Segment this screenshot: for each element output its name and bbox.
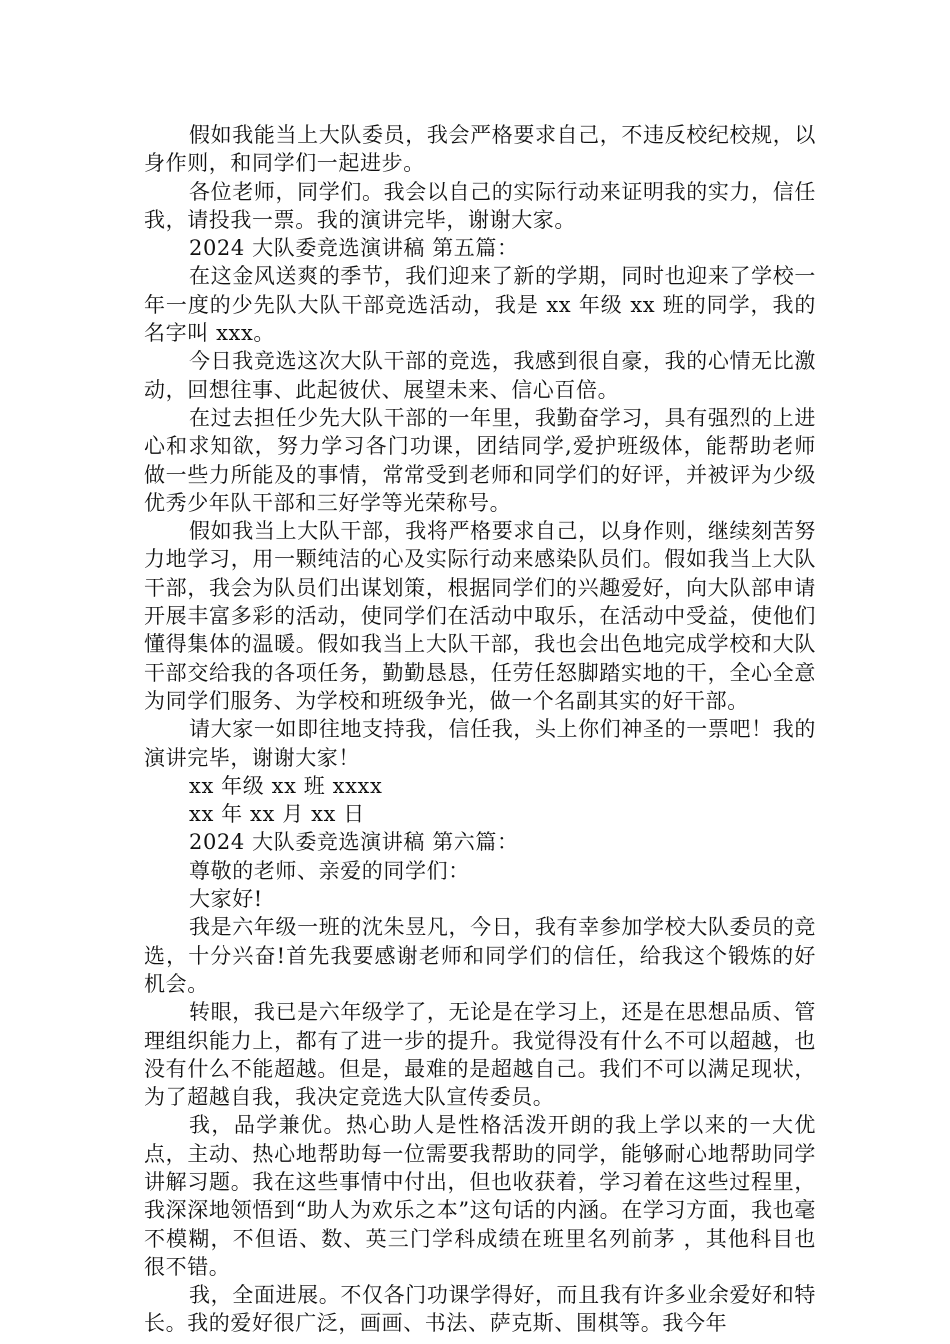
signature-date: xx 年 xx 月 xx 日 xyxy=(189,802,365,827)
paragraph: 转眼，我已是六年级学了，无论是在学习上，还是在思想品质、管理组织能力上，都有了进一步的提升。我觉得没有什么不可以超越，也没有什么不能超越。但是，最难的是超越自己。我们不可以满足现状，为了超越自我，我决定竞选大队宣传委员。 xyxy=(144,1000,816,1110)
paragraph: 假如我能当上大队委员，我会严格要求自己，不违反校纪校规，以身作则，和同学们一起进步。 xyxy=(144,123,816,176)
paragraph: 今日我竞选这次大队干部的竞选，我感到很自豪，我的心情无比激动，回想往事、此起彼伏、展望未来、信心百倍。 xyxy=(144,349,816,402)
paragraph: 在过去担任少先大队干部的一年里，我勤奋学习，具有强烈的上进心和求知欲，努力学习各门功课，团结同学,爱护班级体，能帮助老师做一些力所能及的事情，常常受到老师和同学们的好评，并被评为少级优秀少年队干部和三好学等光荣称号。 xyxy=(144,405,816,515)
paragraph: 我，品学兼优。热心助人是性格活泼开朗的我上学以来的一大优点，主动、热心地帮助每一位需要我帮助的同学，能够耐心地帮助同学讲解习题。我在这些事情中付出，但也收获着，学习着在这些过程里，我深深地领悟到“助人为欢乐之本”这句话的内涵。在学习方面，我也毫不模糊，不但语、数、英三门学科成绩在班里名列前茅 ，其他科目也很不错。 xyxy=(144,1113,816,1279)
section-heading: 2024 大队委竞选演讲稿 第六篇： xyxy=(189,830,519,855)
paragraph: 各位老师，同学们。我会以自己的实际行动来证明我的实力，信任我，请投我一票。我的演讲完毕，谢谢大家。 xyxy=(144,179,816,232)
salutation: 尊敬的老师、亲爱的同学们： xyxy=(189,858,470,883)
greeting: 大家好! xyxy=(189,887,263,912)
paragraph: 我是六年级一班的沈朱昱凡，今日，我有幸参加学校大队委员的竞选，十分兴奋!首先我要感谢老师和同学们的信任，给我这个锻炼的好机会。 xyxy=(144,915,816,996)
section-heading: 2024 大队委竞选演讲稿 第五篇： xyxy=(189,236,519,261)
paragraph: 我，全面进展。不仅各门功课学得好，而且我有许多业余爱好和特长。我的爱好很广泛，画画、书法、萨克斯、围棋等。我今年 xyxy=(144,1283,816,1336)
signature-class: xx 年级 xx 班 xxxx xyxy=(189,773,383,798)
paragraph: 假如我当上大队干部，我将严格要求自己，以身作则，继续刻苦努力地学习，用一颗纯洁的心及实际行动来感染队员们。假如我当上大队干部，我会为队员们出谋划策，根据同学们的兴趣爱好，向大队部申请开展丰富多彩的活动，使同学们在活动中取乐，在活动中受益，使他们懂得集体的温暖。假如我当上大队干部，我也会出色地完成学校和大队干部交给我的各项任务，勤勤恳恳，任劳任怒脚踏实地的干，全心全意为同学们服务、为学校和班级争光，做一个名副其实的好干部。 xyxy=(144,519,816,713)
document-body xyxy=(144,121,816,1338)
paragraph: 在这金风送爽的季节，我们迎来了新的学期，同时也迎来了学校一年一度的少先队大队干部竞选活动，我是 xx 年级 xx 班的同学，我的名字叫 xxx。 xyxy=(144,264,816,346)
paragraph: 请大家一如即往地支持我，信任我，头上你们神圣的一票吧！我的演讲完毕，谢谢大家！ xyxy=(144,717,816,770)
